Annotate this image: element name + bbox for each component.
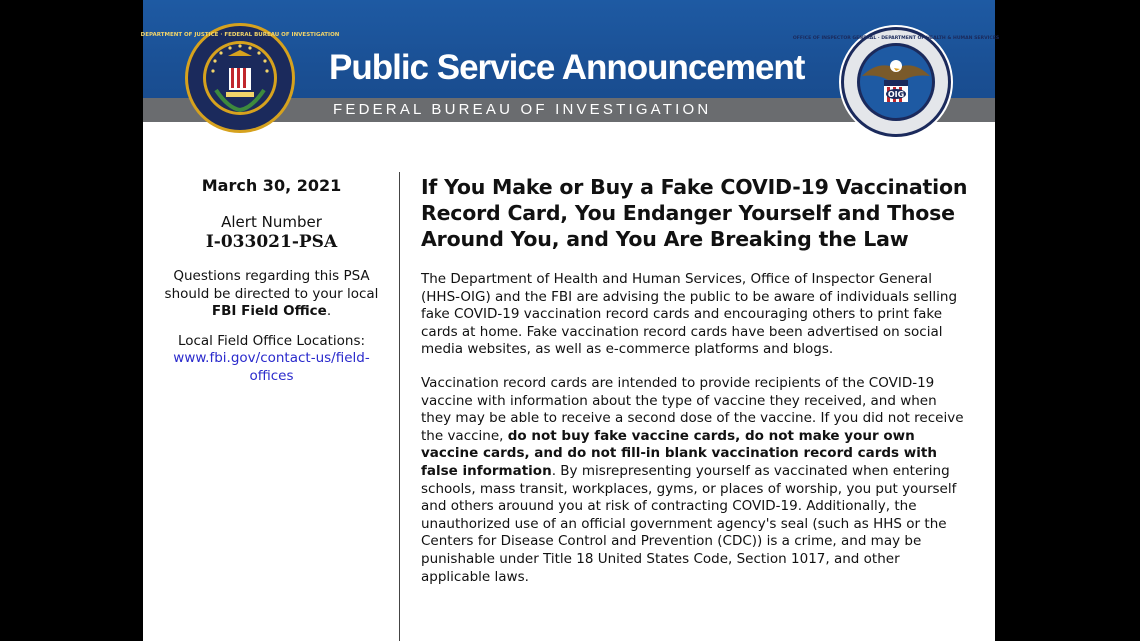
psa-headline: If You Make or Buy a Fake COVID-19 Vaccination Record Card, You Endanger Yourself and Those Around You, and You Are Breaking the Law <box>421 175 968 251</box>
paragraph-2-warning: do not buy fake vaccine cards, do not make your own vaccine cards, and do not fill-in blank vaccination record cards with false information <box>421 427 937 479</box>
fbi-seal-icon <box>140 22 340 134</box>
column-divider <box>399 172 400 641</box>
field-office-link[interactable]: www.fbi.gov/contact-us/field-offices <box>173 350 370 384</box>
psa-document <box>140 0 1000 641</box>
paragraph-2-intro: Vaccination record cards are intended to provide recipients of the COVID-19 vaccine with information about the type of vaccine they received, and when they may be able to receive a second dose of the vaccine. If you did not receive the vaccine, <box>421 374 964 444</box>
oig-seal-center-text: OIG <box>887 90 905 99</box>
alert-number: I-033021-PSA <box>205 232 338 252</box>
questions-end: . <box>326 303 332 319</box>
questions-text: Questions regarding this PSA should be directed to your local <box>164 268 379 302</box>
paragraph-2 <box>421 375 969 586</box>
page-title: Public Service Announcement <box>329 48 805 87</box>
questions-note <box>143 268 400 321</box>
sidebar <box>143 170 400 385</box>
paragraph-1: The Department of Health and Human Services, Office of Inspector General (HHS-OIG) and the FBI are advising the public to be aware of individuals selling fake COVID-19 vaccination record cards and encouraging others to print fake cards at home. Fake vaccination record cards have been advertised on social media websites, as well as e-commerce platforms and blogs. <box>421 271 958 358</box>
page-subtitle: FEDERAL BUREAU OF INVESTIGATION <box>333 101 712 118</box>
field-office-locations <box>143 333 400 386</box>
field-office-emphasis: FBI Field Office <box>211 303 327 319</box>
alert-number-label: Alert Number <box>221 213 322 231</box>
locations-label: Local Field Office Locations: <box>177 332 366 349</box>
fbi-seal-text: DEPARTMENT OF JUSTICE · FEDERAL BUREAU OF INVESTIGATION <box>140 32 340 38</box>
paragraph-2-rest: . By misrepresenting yourself as vaccinated when entering schools, mass transit, workplaces, gyms, or places of worship, you put yourself and others arouund you at risk of contracting COVID-19. Additionally, the unauthorized use of an official government agency's seal (such as HHS or the Centers for Disease Control and Prevention (CDC)) is a crime, and may be punishable under Title 18 United States Code, Section 1017, and other applicable laws. <box>421 462 957 585</box>
oig-seal-text: OFFICE OF INSPECTOR GENERAL · DEPARTMENT OF HEALTH & HUMAN SERVICES <box>792 36 1000 41</box>
oig-seal-icon <box>792 24 1000 140</box>
psa-date: March 30, 2021 <box>201 176 342 195</box>
main-content <box>421 174 969 600</box>
